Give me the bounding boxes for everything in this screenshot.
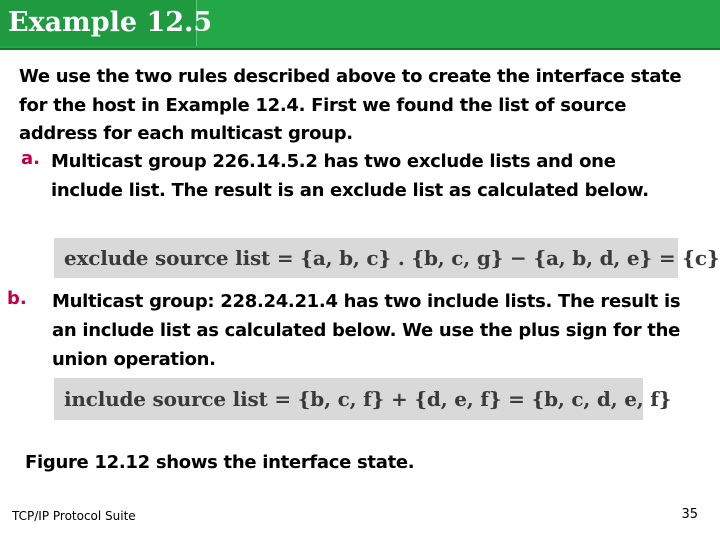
title-bar [0, 0, 720, 50]
intro-paragraph: We use the two rules described above to create the interface state for the host in Example 12.4. First we found the list of source address for each multicast group. [19, 66, 682, 144]
item-a-marker: a. [21, 148, 40, 169]
include-formula: include source list = {b, c, f} + {d, e, f} = {b, c, d, e, f} [54, 378, 643, 420]
page-number: 35 [681, 507, 698, 522]
item-a-text: Multicast group 226.14.5.2 has two exclude lists and one include list. The result is an exclude list as calculated below. [51, 151, 649, 201]
slide-title: Example 12.5 [8, 7, 213, 38]
footer-book-title: TCP/IP Protocol Suite [12, 509, 136, 523]
figure-caption: Figure 12.12 shows the interface state. [25, 452, 415, 473]
item-b-marker: b. [7, 288, 27, 309]
item-b-text: Multicast group: 228.24.21.4 has two include lists. The result is an include list as calculated below. We use the plus sign for the union operation. [52, 291, 681, 370]
title-box [0, 0, 213, 46]
exclude-formula: exclude source list = {a, b, c} . {b, c, g} − {a, b, d, e} = {c} [54, 238, 678, 278]
